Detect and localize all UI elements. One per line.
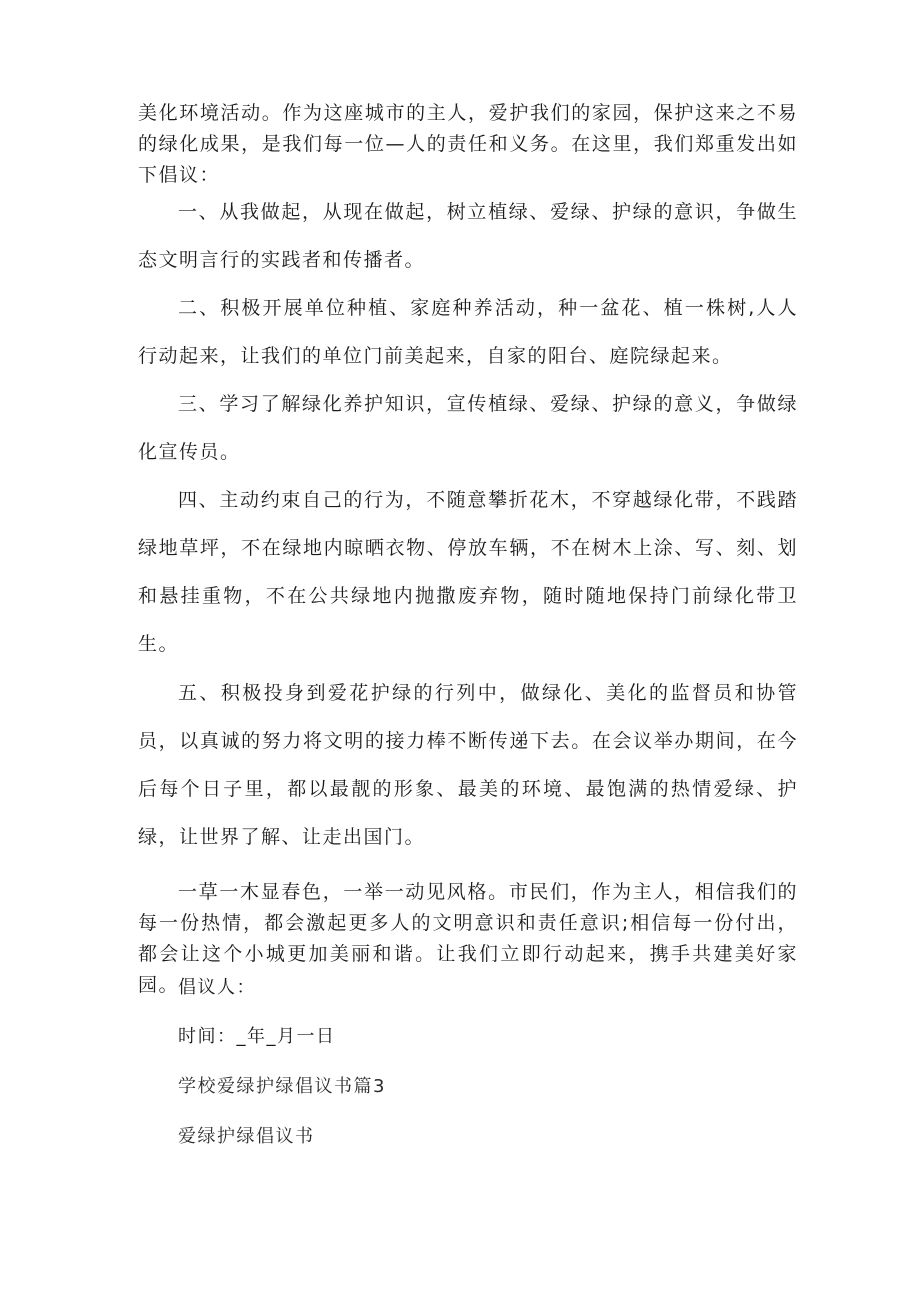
section-title: 学校爱绿护绿倡议书篇3	[178, 1076, 386, 1097]
proposal-item-1: 一、从我做起，从现在做起，树立植绿、爱绿、护绿的意识，争做生态文明言行的实践者和传播者。	[138, 201, 798, 271]
proposal-item-4: 四、主动约束自己的行为，不随意攀折花木，不穿越绿化带，不践踏绿地草坪，不在绿地内晾晒衣物、停放车辆，不在树木上涂、写、刻、划和悬挂重物，不在公共绿地内抛撒废弃物，随时随地保持门前绿化带卫生。	[138, 489, 798, 655]
proposal-item-3: 三、学习了解绿化养护知识，宣传植绿、爱绿、护绿的意义，争做绿化宣传员。	[138, 393, 798, 463]
proposal-item-2: 二、积极开展单位种植、家庭种养活动，种一盆花、植一株树,人人行动起来，让我们的单位门前美起来，自家的阳台、庭院绿起来。	[138, 297, 798, 367]
document-title: 爱绿护绿倡议书	[178, 1126, 315, 1147]
proposal-item-5: 五、积极投身到爱花护绿的行列中，做绿化、美化的监督员和协管员，以真诚的努力将文明的接力棒不断传递下去。在会议举办期间，在今后每个日子里，都以最靓的形象、最美的环境、最饱满的热情爱绿、护绿，让世界了解、让走出国门。	[138, 682, 798, 848]
closing-paragraph: 一草一木显春色，一举一动见风格。市民们，作为主人，相信我们的每一份热情，都会激起更多人的文明意识和责任意识;相信每一份付出，都会让这个小城更加美丽和谐。让我们立即行动起来，携手共建美好家园。	[138, 881, 798, 996]
signer-label: 倡议人：	[178, 977, 256, 998]
date-line: 时间：_年_月一日	[178, 1026, 336, 1047]
intro-paragraph: 美化环境活动。作为这座城市的主人，爱护我们的家园，保护这来之不易的绿化成果，是我们每一位—人的责任和义务。在这里，我们郑重发出如下倡议：	[138, 102, 798, 186]
